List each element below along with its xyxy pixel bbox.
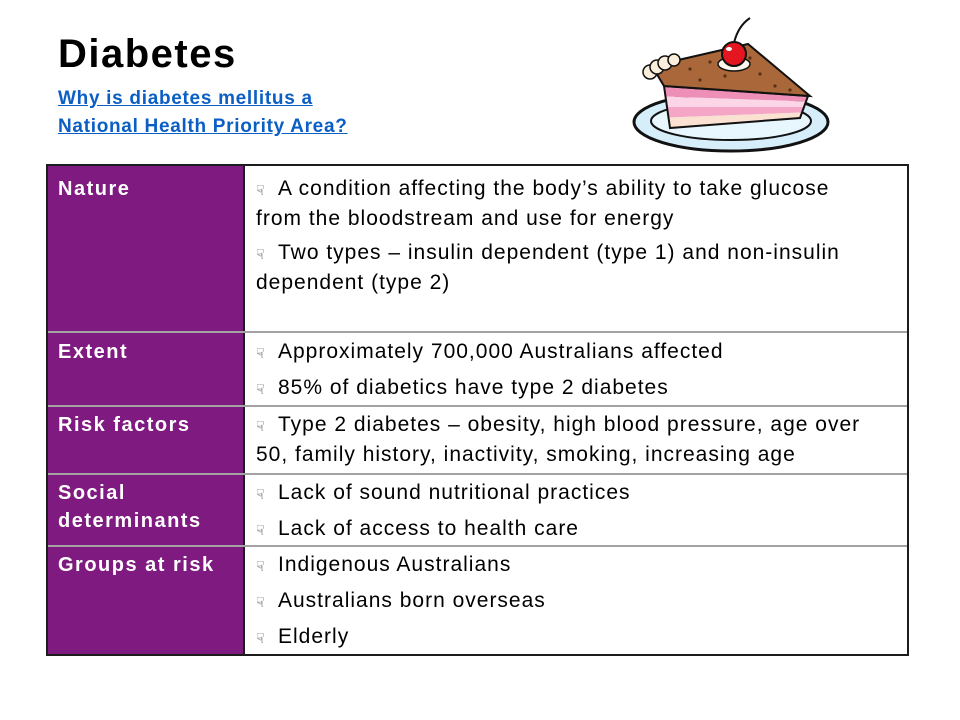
bullet-text: Lack of sound nutritional practices — [278, 481, 631, 504]
bullet-text: Type 2 diabetes – obesity, high blood pressure, age over 50, family history, inactivity, smoking, increasing age — [256, 413, 861, 466]
bullet-text: 85% of diabetics have type 2 diabetes — [278, 376, 669, 399]
cake-slice-icon — [630, 14, 830, 154]
bullet-text: Indigenous Australians — [278, 553, 512, 576]
pointing-hand-icon — [256, 376, 270, 404]
row-content — [245, 475, 907, 545]
bullet-point — [256, 374, 873, 404]
pointing-hand-icon — [256, 589, 270, 617]
bullet-point — [256, 587, 873, 617]
row-content — [245, 547, 907, 654]
row-content — [245, 166, 907, 331]
bullet-text: Approximately 700,000 Australians affected — [278, 340, 724, 363]
pointing-hand-icon — [256, 481, 270, 509]
row-label: Groups at risk — [48, 547, 245, 654]
table-row-nature — [48, 166, 907, 333]
pointing-hand-icon — [256, 340, 270, 368]
row-label: Nature — [48, 166, 245, 331]
row-label: Extent — [48, 333, 245, 405]
priority-area-link[interactable]: Why is diabetes mellitus a National Health Priority Area? — [58, 88, 348, 137]
table-row-extent — [48, 333, 907, 407]
pointing-hand-icon — [256, 413, 270, 441]
bullet-point — [256, 623, 873, 653]
bullet-text: Australians born overseas — [278, 589, 546, 612]
row-label: Social determinants — [48, 475, 245, 545]
table-row-groups-at-risk — [48, 547, 907, 654]
row-content — [245, 333, 907, 405]
row-content — [245, 407, 907, 473]
pointing-hand-icon — [256, 517, 270, 545]
bullet-point — [256, 551, 873, 581]
row-label: Risk factors — [48, 407, 245, 473]
bullet-point — [256, 515, 873, 545]
bullet-point — [256, 411, 873, 469]
bullet-point — [256, 175, 873, 233]
pointing-hand-icon — [256, 553, 270, 581]
bullet-point — [256, 338, 873, 368]
pointing-hand-icon — [256, 625, 270, 653]
bullet-point — [256, 479, 873, 509]
page-title: Diabetes — [58, 32, 237, 76]
bullet-point — [256, 239, 873, 297]
bullet-text: Two types – insulin dependent (type 1) and non-insulin dependent (type 2) — [256, 241, 840, 294]
pointing-hand-icon — [256, 241, 270, 269]
table-row-risk-factors — [48, 407, 907, 475]
diabetes-table — [46, 164, 909, 656]
table-row-social-determinants — [48, 475, 907, 547]
bullet-text: A condition affecting the body’s ability to take glucose from the bloodstream and use for energy — [256, 177, 830, 230]
bullet-text: Lack of access to health care — [278, 517, 579, 540]
bullet-text: Elderly — [278, 625, 350, 648]
pointing-hand-icon — [256, 177, 270, 205]
